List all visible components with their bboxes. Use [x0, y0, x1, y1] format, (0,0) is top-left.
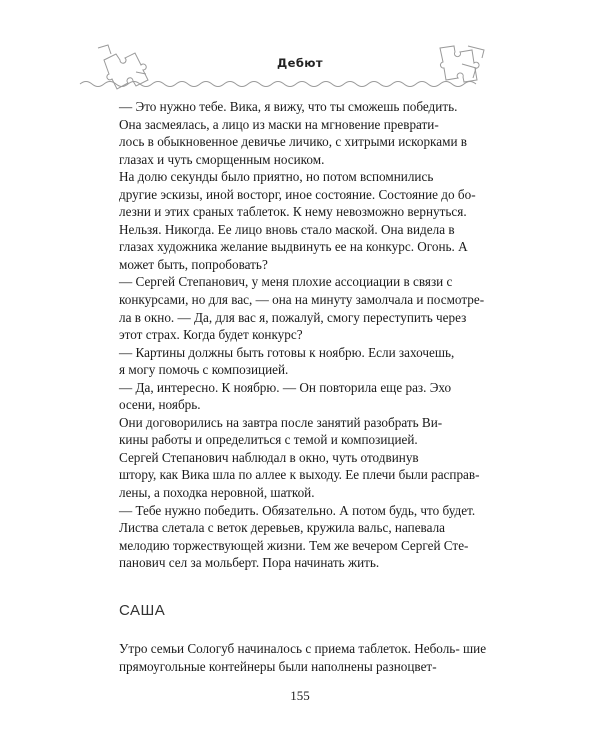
- body-line: я могу помочь с композицией.: [119, 362, 289, 378]
- running-header: [0, 34, 600, 90]
- body-line: Сергей Степанович наблюдал в окно, чуть отодвинув: [119, 449, 419, 465]
- body-line: Она засмеялась, а лицо из маски на мгновение преврати-: [119, 116, 439, 132]
- body-line: другие эскизы, иной восторг, иное состояние. Состояние до бо-: [119, 186, 476, 202]
- body-line: Они договорились на завтра после занятий разобрать Ви-: [119, 414, 443, 430]
- body-line: осени, ноябрь.: [119, 397, 201, 413]
- body-line: — Да, интересно. К ноябрю. — Он повторила еще раз. Эхо: [119, 379, 452, 395]
- page-number: 155: [290, 688, 310, 703]
- body-line: Листва слетала с веток деревьев, кружила вальс, напевала: [119, 520, 446, 536]
- body-line: глазах художника желание выдвинуть ее на конкурс. Огонь. А: [119, 239, 468, 255]
- body-line: На долю секунды было приятно, но потом вспомнились: [119, 169, 434, 185]
- body-line: — Это нужно тебе. Вика, я вижу, что ты сможешь победить.: [119, 99, 458, 114]
- body-line: — Тебе нужно победить. Обязательно. А потом будь, что будет.: [119, 502, 476, 518]
- body-text: [119, 98, 493, 572]
- body-line: лось в обыкновенное девичье личико, с хитрыми искорками в: [119, 134, 468, 150]
- chapter-heading: САША: [119, 602, 166, 619]
- running-header-title: Дебют: [277, 56, 323, 70]
- body-line: Нельзя. Никогда. Ее лицо вновь стало маской. Она видела в: [119, 221, 455, 237]
- body-line: шие прямоугольные контейнеры были наполнены разноцвет-: [119, 641, 487, 674]
- body-line: панович сел за мольберт. Пора начинать жить.: [119, 555, 380, 571]
- body-line: — Сергей Степанович, у меня плохие ассоциации в связи с: [119, 274, 453, 290]
- body-line: кины работы и определиться с темой и композицией.: [119, 432, 418, 448]
- chapter-text: [119, 640, 493, 675]
- body-line: ла в окно. — Да, для вас я, пожалуй, смогу переступить через: [119, 309, 467, 325]
- body-line: Утро семьи Сологуб начиналось с приема таблеток. Неболь-: [119, 641, 460, 656]
- body-line: мелодию торжествующей жизни. Тем же вечером Сергей Сте-: [119, 537, 469, 553]
- body-line: лезни и этих сраных таблеток. К нему невозможно вернуться.: [119, 204, 467, 220]
- body-line: конкурсами, но для вас, — она на минуту замолчала и посмотре-: [119, 292, 485, 308]
- body-line: — Картины должны быть готовы к ноябрю. Если захочешь,: [119, 344, 455, 360]
- body-line: штору, как Вика шла по аллее к выходу. Ее плечи были расправ-: [119, 467, 480, 483]
- body-line: лены, а походка неровной, шаткой.: [119, 485, 315, 501]
- body-line: глазах и чуть сморщенным носиком.: [119, 151, 325, 167]
- body-line: может быть, попробовать?: [119, 256, 268, 272]
- body-line: этот страх. Когда будет конкурс?: [119, 327, 303, 343]
